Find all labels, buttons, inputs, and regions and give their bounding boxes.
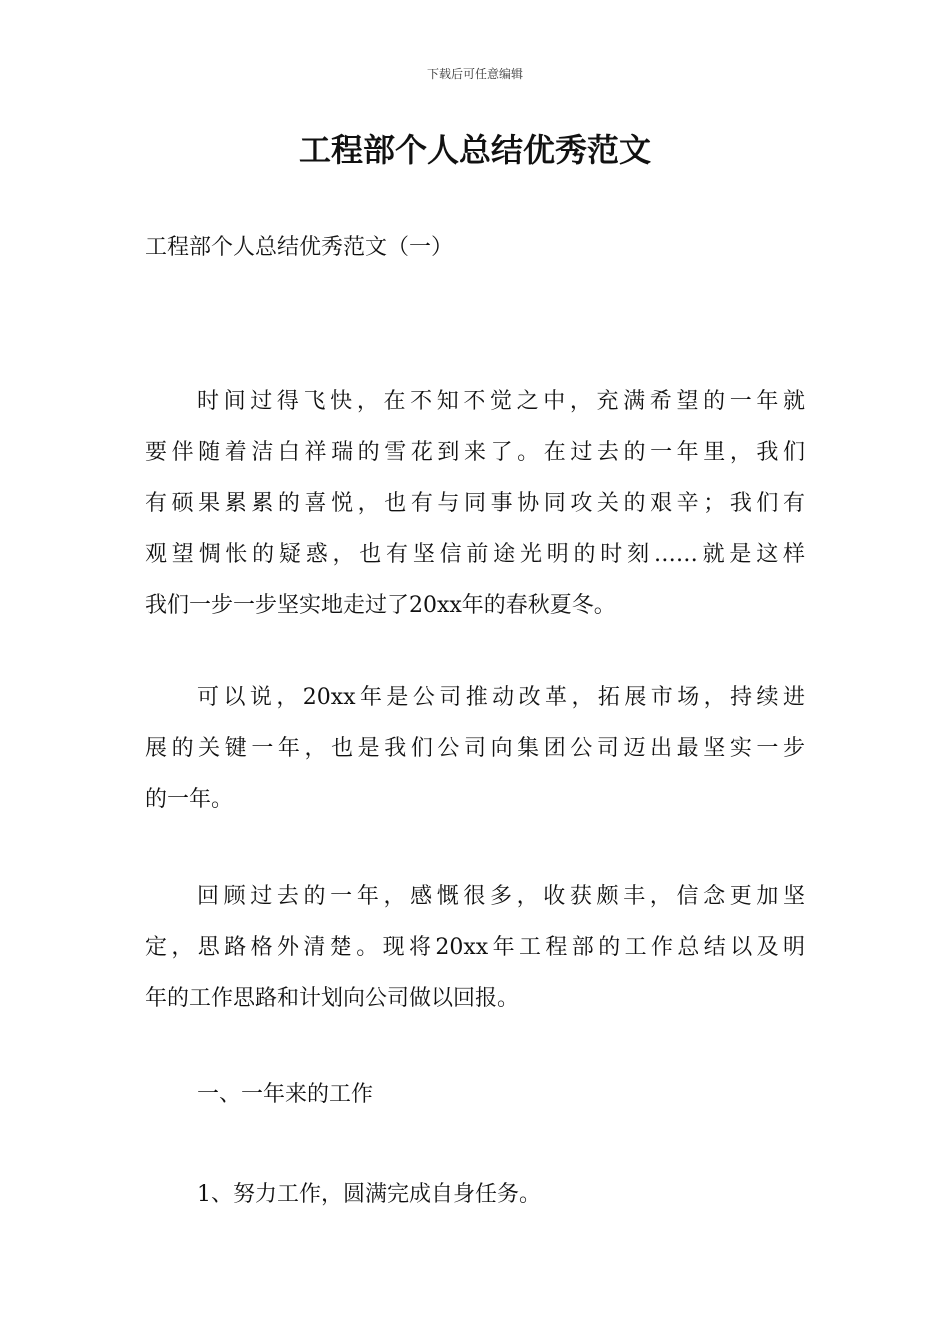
- paragraph-line: 展的关键一年，也是我们公司向集团公司迈出最坚实一步: [145, 736, 805, 761]
- paragraph-line: 要伴随着洁白祥瑞的雪花到来了。在过去的一年里，我们: [145, 440, 805, 465]
- paragraph-line: 时间过得飞快，在不知不觉之中，充满希望的一年就: [197, 389, 805, 414]
- item-heading: 1、努力工作，圆满完成自身任务。: [197, 1182, 541, 1207]
- document-title: 工程部个人总结优秀范文: [298, 131, 651, 169]
- document-subtitle: 工程部个人总结优秀范文（一）: [145, 235, 454, 260]
- paragraph-line: 有硕果累累的喜悦，也有与同事协同攻关的艰辛；我们有: [145, 491, 805, 516]
- paragraph-2: [145, 672, 805, 825]
- paragraph-line: 定，思路格外清楚。现将20xx年工程部的工作总结以及明: [145, 935, 805, 960]
- header-note: 下载后可任意编辑: [426, 67, 523, 81]
- paragraph-line: 观望惆怅的疑惑，也有坚信前途光明的时刻……就是这样: [145, 542, 805, 567]
- paragraph-line: 回顾过去的一年，感慨很多，收获颇丰，信念更加坚: [197, 884, 805, 909]
- paragraph-line: 的一年。: [145, 787, 234, 812]
- paragraph-line: 我们一步一步坚实地走过了20xx年的春秋夏冬。: [145, 593, 616, 618]
- section-heading: 一、一年来的工作: [197, 1082, 374, 1107]
- paragraph-3: [145, 871, 805, 1024]
- paragraph-1: [145, 376, 805, 631]
- paragraph-line: 可以说，20xx年是公司推动改革，拓展市场，持续进: [197, 685, 805, 710]
- paragraph-line: 年的工作思路和计划向公司做以回报。: [145, 986, 520, 1011]
